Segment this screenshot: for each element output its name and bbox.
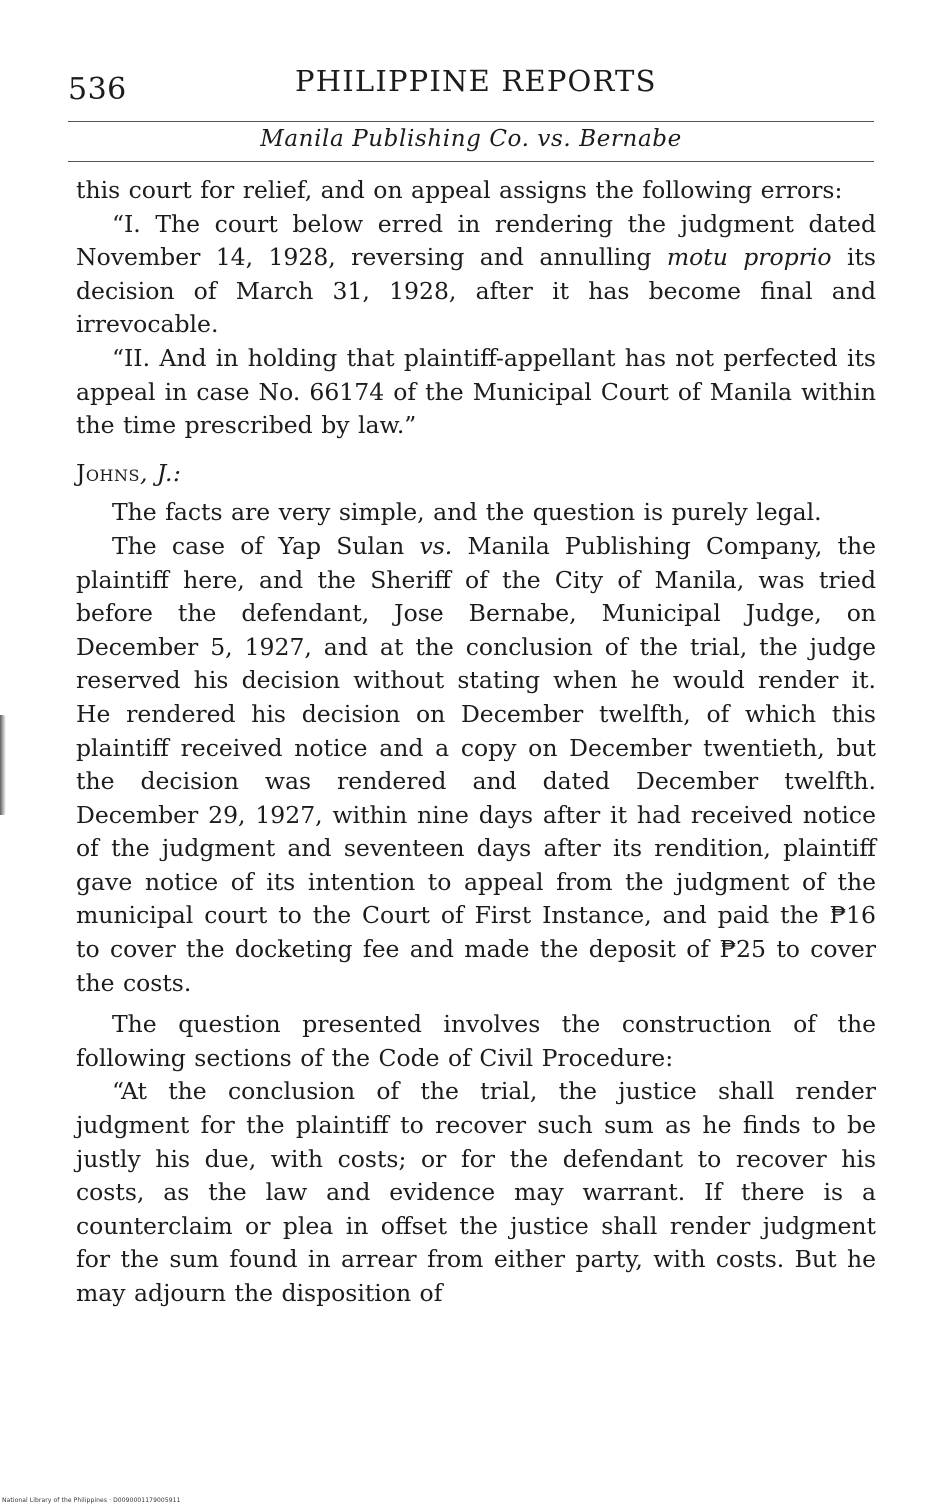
library-credit: National Library of the Philippines · D0090001179005911 [2, 1497, 181, 1504]
page-number: 536 [68, 72, 127, 107]
paragraph-error-two: “II. And in holding that plaintiff-appellant has not perfected its appeal in case No. 66174 of the Municipal Court of Manila within the time prescribed by law.” [76, 343, 876, 440]
paragraph-question: The question presented involves the construction of the following sections of the Code of Civil Procedure: [76, 1010, 876, 1072]
header-rule-top [68, 121, 874, 122]
paragraph-case-history [76, 530, 876, 1000]
case-title: Manila Publishing Co. vs. Bernabe [260, 126, 682, 152]
paragraph-facts: The facts are very simple, and the question is purely legal. [112, 498, 822, 527]
paragraph-error-one [76, 208, 876, 342]
header-rule-bottom [68, 161, 874, 162]
justice-byline [76, 457, 876, 491]
paragraph-continuation: this court for relief, and on appeal assigns the following errors: [76, 176, 843, 204]
running-head: PHILIPPINE REPORTS [295, 64, 657, 98]
justice-name: Johns [76, 458, 140, 487]
case-history-text-start: The case of Yap Sulan [112, 531, 420, 560]
paragraph-quoted-statute: “At the conclusion of the trial, the justice shall render judgment for the plaintiff to recover such sum as he finds to be justly his due, with costs; or for the defendant to recover his costs, as the law and evidence may warrant. If there is a counterclaim or plea in offset the justice shall render judgment for the sum found in arrear from either party, with costs. But he may adjourn the disposition of [76, 1077, 876, 1307]
body-text [76, 174, 876, 1311]
error-one-text-end: its decision of March 31, 1928, after it has become final and irrevocable. [76, 243, 876, 339]
justice-suffix: , J.: [139, 458, 182, 487]
error-one-text-start: “I. The court below erred in rendering the judgment dated November 14, 1928, reversing and annulling [76, 209, 876, 272]
scan-edge-mark [0, 715, 6, 815]
case-history-text-end: Manila Publishing Company, the plaintiff here, and the Sheriff of the City of Manila, was tried before the defendant, Jose Bernabe, Municipal Judge, on December 5, 1927, and at the conclusion of the trial, the judge reserved his decision without stating when he would render it. He rendered his decision on December twelfth, of which this plaintiff received notice and a copy on December twentieth, but the decision was rendered and dated December twelfth. December 29, 1927, within nine days after it had received notice of the judgment and seventeen days after its rendition, plaintiff gave notice of its intention to appeal from the judgment of the municipal court to the Court of First Instance, and paid the ₱16 to cover the docketing fee and made the deposit of ₱25 to cover the costs. [76, 531, 876, 997]
latin-phrase: motu proprio [666, 243, 832, 272]
versus-abbrev: vs. [419, 531, 453, 560]
